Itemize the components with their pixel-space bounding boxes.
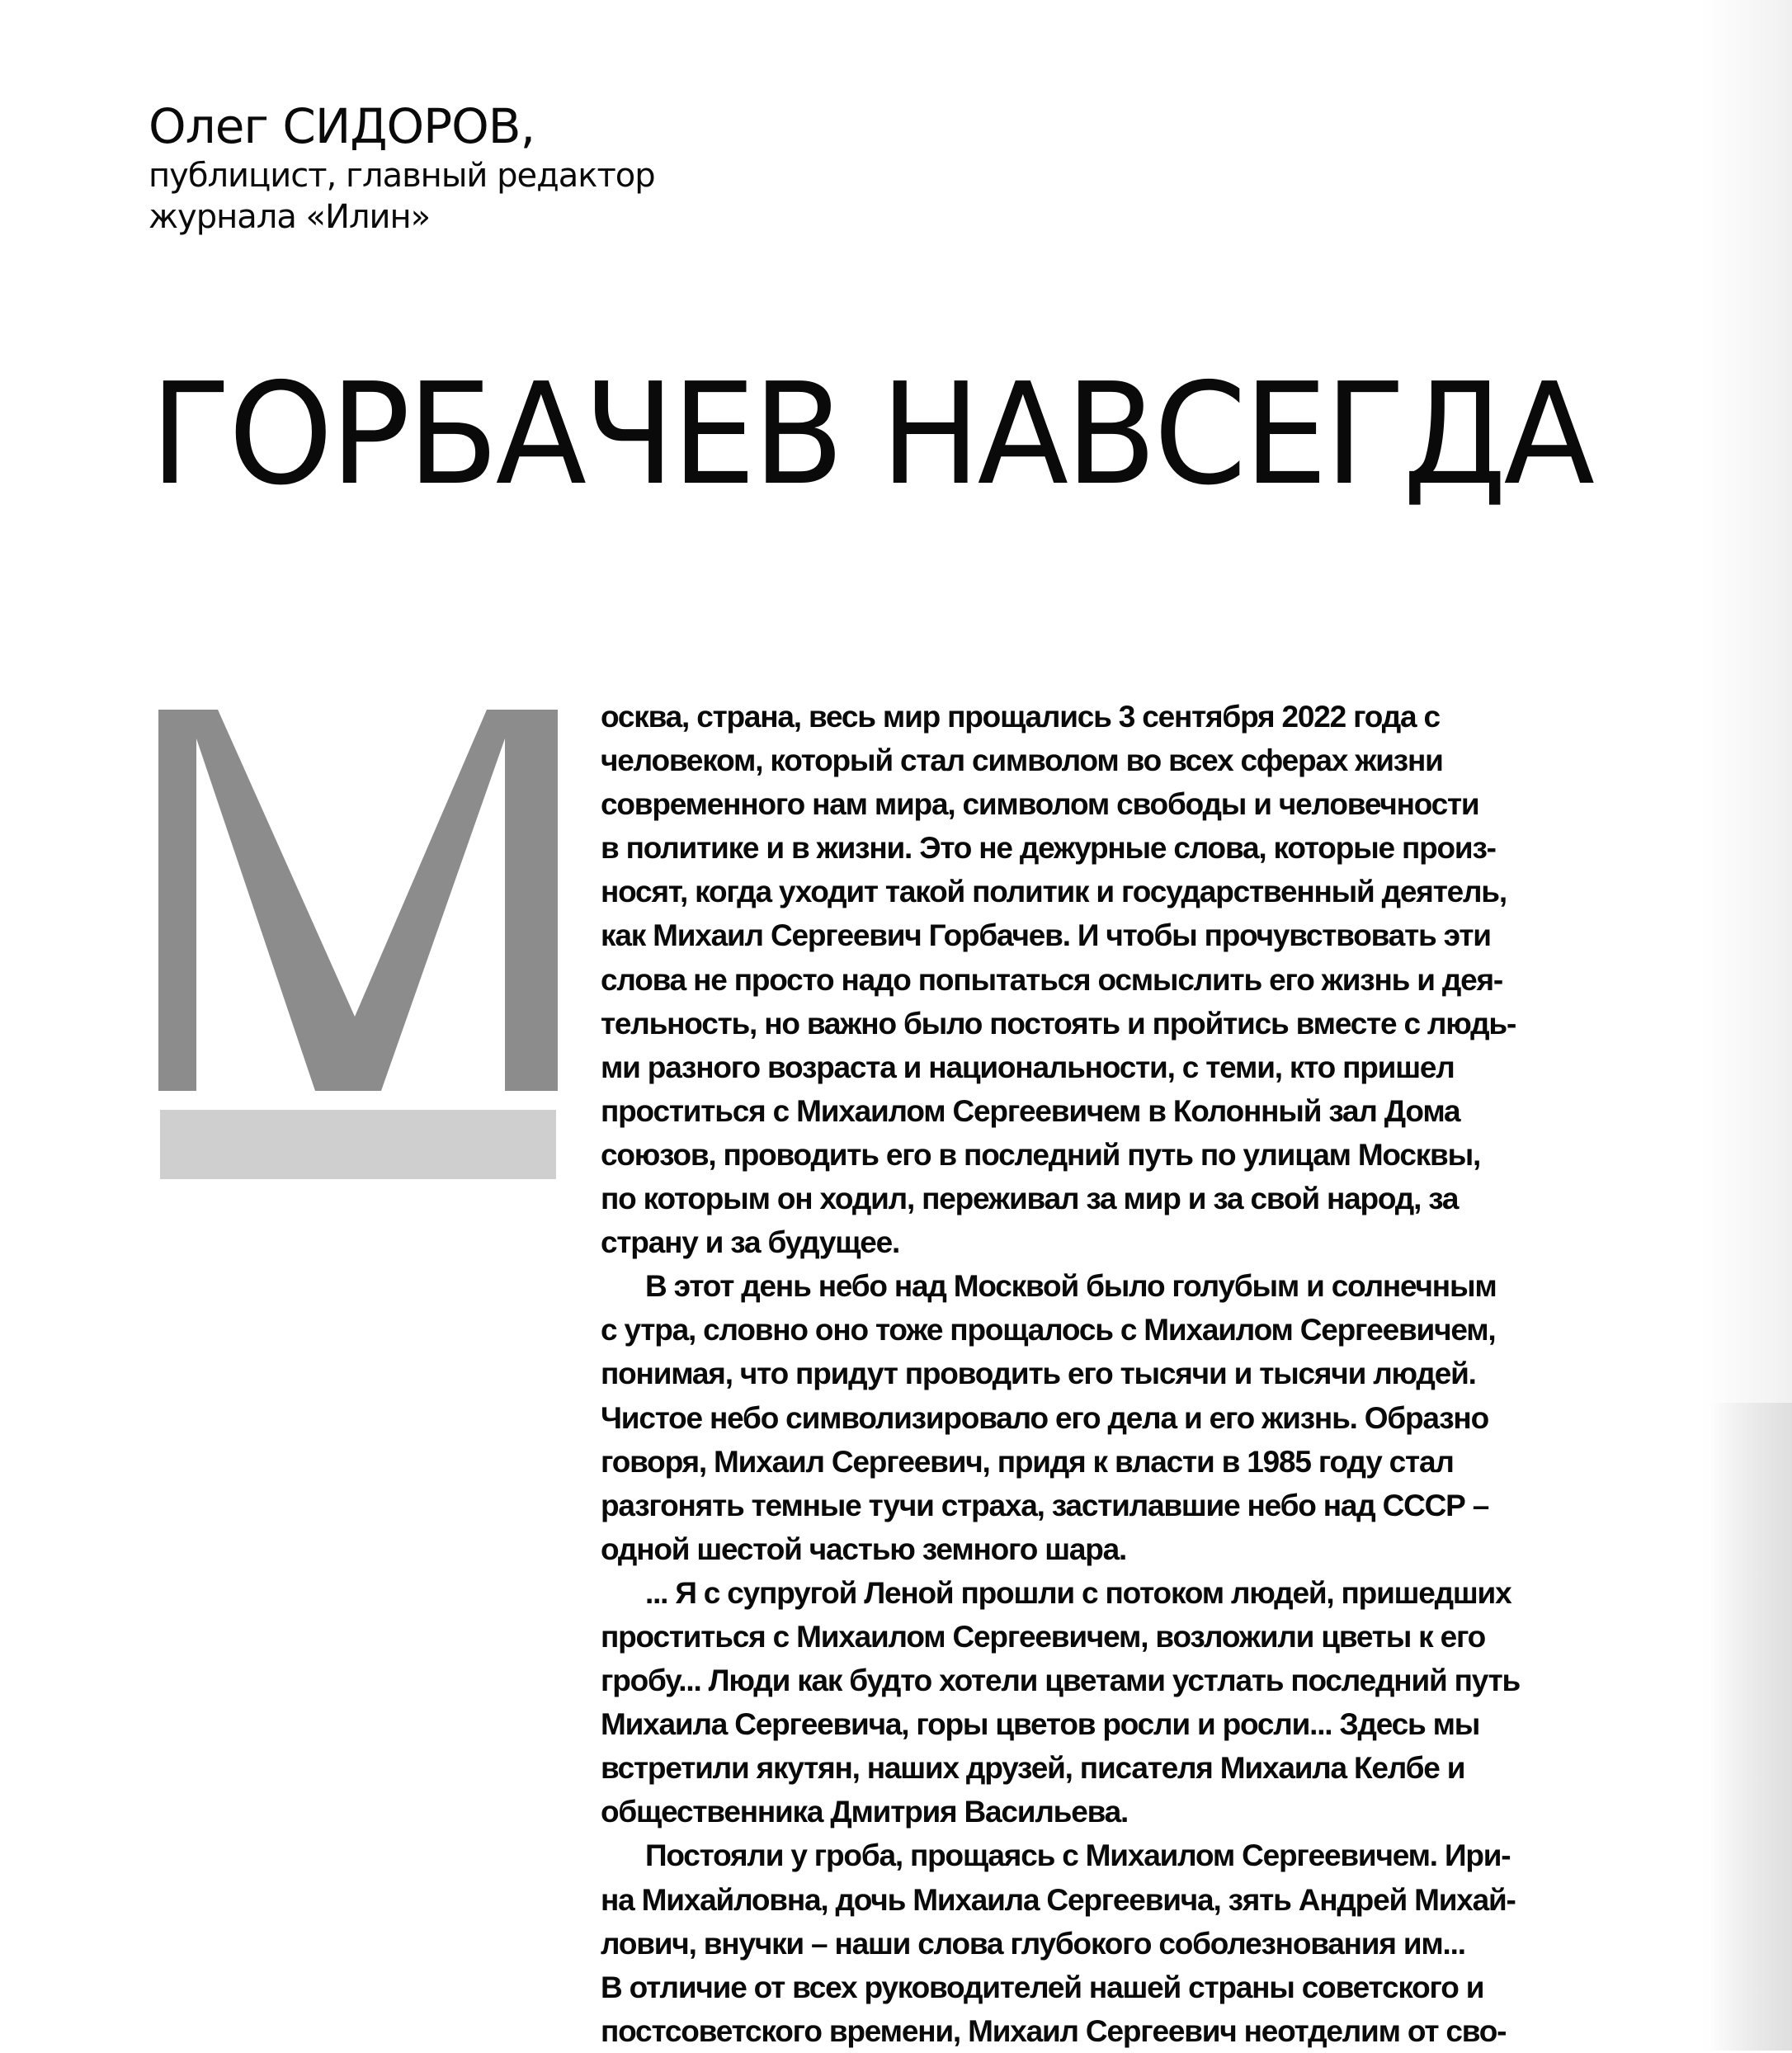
body-text-line: проститься с Михаилом Сергеевичем в Колонный зал Дома: [601, 1093, 1460, 1128]
byline: [149, 97, 655, 238]
body-text-line: лович, внучки – наши слова глубокого соболезнования им...: [601, 1926, 1465, 1961]
body-text-line: страну и за будущее.: [601, 1225, 900, 1260]
drop-cap-glyph: [158, 710, 558, 1091]
body-text-line: как Михаил Сергеевич Горбачев. И чтобы прочувствовать эти: [601, 918, 1491, 953]
body-text-line: ми разного возраста и национальности, с теми, кто пришел: [601, 1050, 1455, 1084]
body-text-line: на Михайловна, дочь Михаила Сергеевича, зять Андрей Михай-: [601, 1882, 1516, 1917]
body-text-line: слова не просто надо попытаться осмыслить его жизнь и дея-: [601, 962, 1503, 997]
body-text-line: В этот день небо над Москвой было голубым и солнечным: [645, 1269, 1497, 1304]
body-text-line: Постояли у гроба, прощаясь с Михаилом Сергеевичем. Ири-: [645, 1838, 1511, 1873]
article-body: [601, 695, 1549, 2053]
body-text-line: постсоветского времени, Михаил Сергеевич неотделим от сво-: [601, 2013, 1507, 2048]
body-text-line: ... Я с супругой Леной прошли с потоком людей, пришедших: [645, 1575, 1511, 1610]
body-text-line: проститься с Михаилом Сергеевичем, возложили цветы к его: [601, 1619, 1486, 1654]
body-text-line: тельность, но важно было постоять и пройтись вместе с людь-: [601, 1006, 1516, 1041]
drop-cap: [158, 710, 558, 1093]
author-role-line: журнала «Илин»: [149, 198, 431, 236]
body-text-line: с утра, словно оно тоже прощалось с Михаилом Сергеевичем,: [601, 1313, 1496, 1347]
body-text-line: человеком, который стал символом во всех сферах жизни: [601, 743, 1443, 778]
body-text-line: говоря, Михаил Сергеевич, придя к власти в 1985 году стал: [601, 1444, 1454, 1479]
body-text-line: носят, когда уходит такой политик и государственный деятель,: [601, 875, 1507, 909]
body-text-line: Чистое небо символизировало его дела и его жизнь. Образно: [601, 1400, 1488, 1435]
body-text-line: общественника Дмитрия Васильева.: [601, 1795, 1129, 1829]
article-title: ГОРБАЧЕВ НАВСЕГДА: [150, 353, 1592, 517]
body-text-line: одной шестой частью земного шара.: [601, 1531, 1127, 1566]
author-role-line: публицист, главный редактор: [149, 157, 655, 195]
page-edge-shadow-lower: [1709, 1403, 1792, 2051]
body-text-line: разгонять темные тучи страха, застилавшие небо над СССР –: [601, 1488, 1489, 1522]
author-name: Олег СИДОРОВ,: [149, 98, 535, 154]
body-text-line: гробу... Люди как будто хотели цветами устлать последний путь: [601, 1664, 1521, 1698]
page-edge-shadow: [1701, 0, 1792, 2051]
body-text-line: В отличие от всех руководителей нашей страны советского и: [601, 1970, 1484, 2004]
body-text-line: по которым он ходил, переживал за мир и за свой народ, за: [601, 1182, 1459, 1216]
drop-cap-letter-m: [158, 710, 558, 1093]
body-text-line: современного нам мира, символом свободы и человечности: [601, 787, 1479, 822]
body-text-line: встретили якутян, наших друзей, писателя Михаила Келбе и: [601, 1751, 1465, 1786]
body-text-line: осква, страна, весь мир прощались 3 сентября 2022 года с: [601, 700, 1440, 734]
body-text-line: союзов, проводить его в последний путь по улицам Москвы,: [601, 1137, 1481, 1172]
drop-cap-underline-bar: [160, 1110, 556, 1179]
body-text-line: в политике и в жизни. Это не дежурные слова, которые произ-: [601, 831, 1496, 866]
body-text-line: понимая, что придут проводить его тысячи и тысячи людей.: [601, 1357, 1476, 1391]
body-text-line: Михаила Сергеевича, горы цветов росли и росли... Здесь мы: [601, 1707, 1480, 1742]
